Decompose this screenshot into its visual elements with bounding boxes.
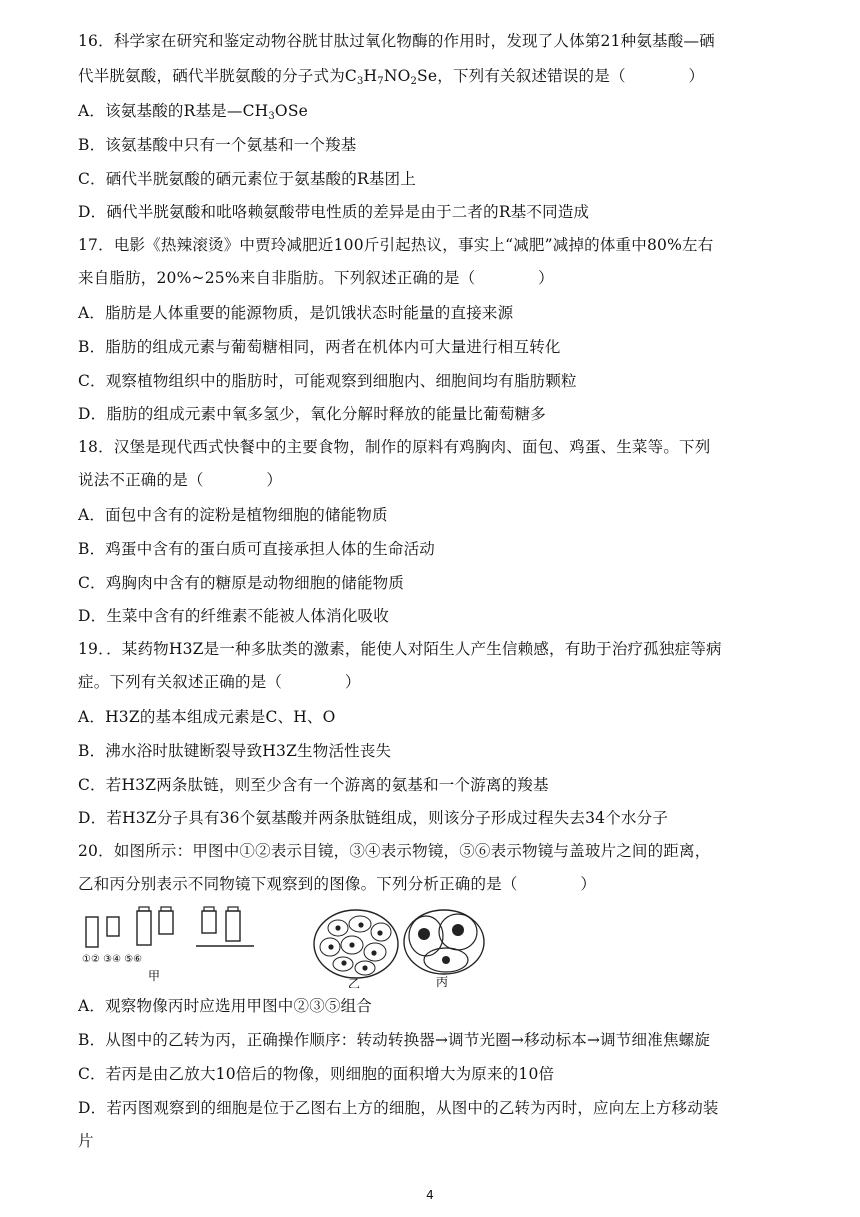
q17-option-a: A．脂肪是人体重要的能源物质，是饥饿状态时能量的直接来源 bbox=[78, 304, 514, 322]
q17-stem-line2: 来自脂肪，20%~25%来自非脂肪。下列叙述正确的是（ ） bbox=[78, 269, 554, 287]
objective-4 bbox=[159, 911, 173, 934]
eyepiece-2 bbox=[107, 917, 119, 936]
page-number: 4 bbox=[426, 1188, 434, 1202]
figure-label-bing: 丙 bbox=[436, 975, 449, 988]
figure-svg bbox=[78, 900, 498, 988]
q20-option-c: C．若丙是由乙放大10倍后的物像，则细胞的面积增大为原来的10倍 bbox=[78, 1065, 555, 1083]
view-bing bbox=[404, 910, 484, 974]
q20-option-b: B．从图中的乙转为丙，正确操作顺序：转动转换器→调节光圈→移动标本→调节细准焦螺旋 bbox=[78, 1031, 711, 1049]
q17-option-d: D．脂肪的组成元素中氧多氢少，氧化分解时释放的能量比葡萄糖多 bbox=[78, 405, 546, 423]
view-yi bbox=[314, 910, 398, 978]
eyepiece-1 bbox=[86, 917, 98, 947]
q20-stem-line2: 乙和丙分别表示不同物镜下观察到的图像。下列分析正确的是（ ） bbox=[78, 875, 597, 893]
q18-option-a: A．面包中含有的淀粉是植物细胞的储能物质 bbox=[78, 506, 388, 524]
q19-option-b: B．沸水浴时肽键断裂导致H3Z生物活性丧失 bbox=[78, 742, 392, 760]
objective-3 bbox=[137, 911, 151, 945]
q17-option-b: B．脂肪的组成元素与葡萄糖相同，两者在机体内可大量进行相互转化 bbox=[78, 338, 561, 356]
q16-stem-line2: 代半胱氨酸，硒代半胱氨酸的分子式为$C_3H_7NO_2Se$，下列有关叙述错误的是（ ） bbox=[78, 67, 705, 87]
q18-option-d: D．生菜中含有的纤维素不能被人体消化吸收 bbox=[78, 607, 389, 625]
figure-label-jia: 甲 bbox=[148, 969, 161, 983]
microscope-figure bbox=[78, 900, 498, 988]
q17-option-c: C．观察植物组织中的脂肪时，可能观察到细胞内、细胞间均有脂肪颗粒 bbox=[78, 372, 577, 390]
q18-option-b: B．鸡蛋中含有的蛋白质可直接承担人体的生命活动 bbox=[78, 540, 435, 558]
objective-6 bbox=[226, 911, 240, 941]
q19-option-a: A．H3Z的基本组成元素是C、H、O bbox=[78, 708, 336, 726]
q16-stem-line1: 16．科学家在研究和鉴定动物谷胱甘肽过氧化物酶的作用时，发现了人体第21种氨基酸—硒 bbox=[78, 32, 715, 50]
q18-stem-line2: 说法不正确的是（ ） bbox=[78, 471, 283, 489]
q18-option-c: C．鸡胸肉中含有的糖原是动物细胞的储能物质 bbox=[78, 574, 405, 592]
q19-stem-line1: 19．．某药物H3Z是一种多肽类的激素，能使人对陌生人产生信赖感，有助于治疗孤独症等病 bbox=[78, 640, 722, 658]
lens-number-labels: ①② ③④ ⑤⑥ bbox=[82, 954, 143, 965]
q19-option-d: D．若H3Z分子具有36个氨基酸并两条肽链组成，则该分子形成过程失去34个水分子 bbox=[78, 809, 669, 827]
q16-option-b: B．该氨基酸中只有一个氨基和一个羧基 bbox=[78, 136, 357, 154]
q20-stem-line1: 20．如图所示：甲图中①②表示目镜，③④表示物镜，⑤⑥表示物镜与盖玻片之间的距离， bbox=[78, 842, 711, 860]
q17-stem-line1: 17．电影《热辣滚烫》中贾玲减肥近100斤引起热议，事实上“减肥”减掉的体重中80%左右 bbox=[78, 236, 714, 254]
q20-option-d-line2: 片 bbox=[78, 1132, 94, 1150]
q19-option-c: C．若H3Z两条肽链，则至少含有一个游离的氨基和一个游离的羧基 bbox=[78, 776, 549, 794]
q19-stem-line2: 症。下列有关叙述正确的是（ ） bbox=[78, 673, 361, 691]
q16-option-d: D．硒代半胱氨酸和吡咯赖氨酸带电性质的差异是由于二者的R基不同造成 bbox=[78, 203, 590, 221]
q18-stem-line1: 18．汉堡是现代西式快餐中的主要食物，制作的原料有鸡胸肉、面包、鸡蛋、生菜等。下列 bbox=[78, 438, 711, 456]
q20-option-d-line1: D．若丙图观察到的细胞是位于乙图右上方的细胞，从图中的乙转为丙时，应向左上方移动装 bbox=[78, 1099, 719, 1117]
figure-label-yi: 乙 bbox=[348, 977, 361, 988]
q20-option-a: A．观察物像丙时应选用甲图中②③⑤组合 bbox=[78, 997, 372, 1015]
q16-option-c: C．硒代半胱氨酸的硒元素位于氨基酸的R基团上 bbox=[78, 170, 416, 188]
objective-5 bbox=[202, 911, 216, 933]
q16-option-a: A．该氨基酸的R基是$—CH_3OSe$ bbox=[78, 102, 309, 122]
